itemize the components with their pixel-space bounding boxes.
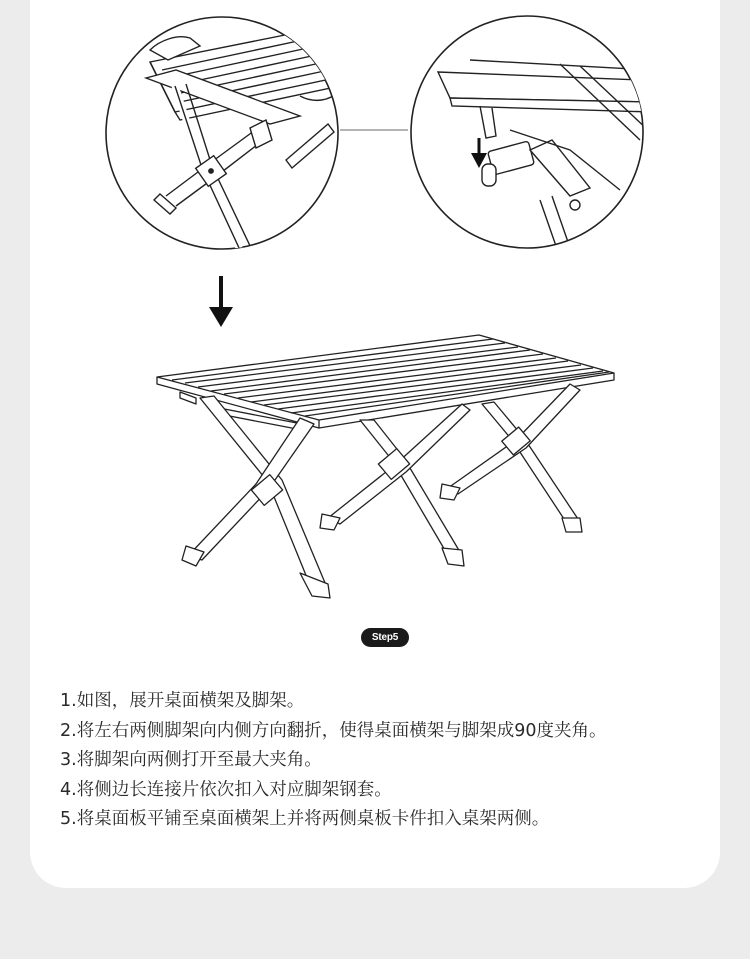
detail-circle-frame-unfold — [106, 17, 340, 250]
instruction-step: 1.如图，展开桌面横架及脚架。 — [60, 691, 305, 711]
instruction-list — [60, 687, 720, 835]
instruction-step: 3.将脚架向两侧打开至最大夹角。 — [60, 750, 322, 770]
assembled-table-illustration — [157, 335, 614, 598]
instruction-step: 4.将侧边长连接片依次扣入对应脚架钢套。 — [60, 779, 392, 800]
instruction-step: 2.将左右两侧脚架向内侧方向翻折，使得桌面横架与脚架成90度夹角。 — [60, 720, 607, 741]
detail-circle-leg-lock — [411, 16, 652, 248]
step-badge: Step5 — [361, 628, 409, 647]
instruction-step: 5.将桌面板平铺至桌面横架上并将两侧桌板卡件扣入桌架两侧。 — [60, 809, 550, 829]
down-arrow-icon — [209, 276, 233, 327]
